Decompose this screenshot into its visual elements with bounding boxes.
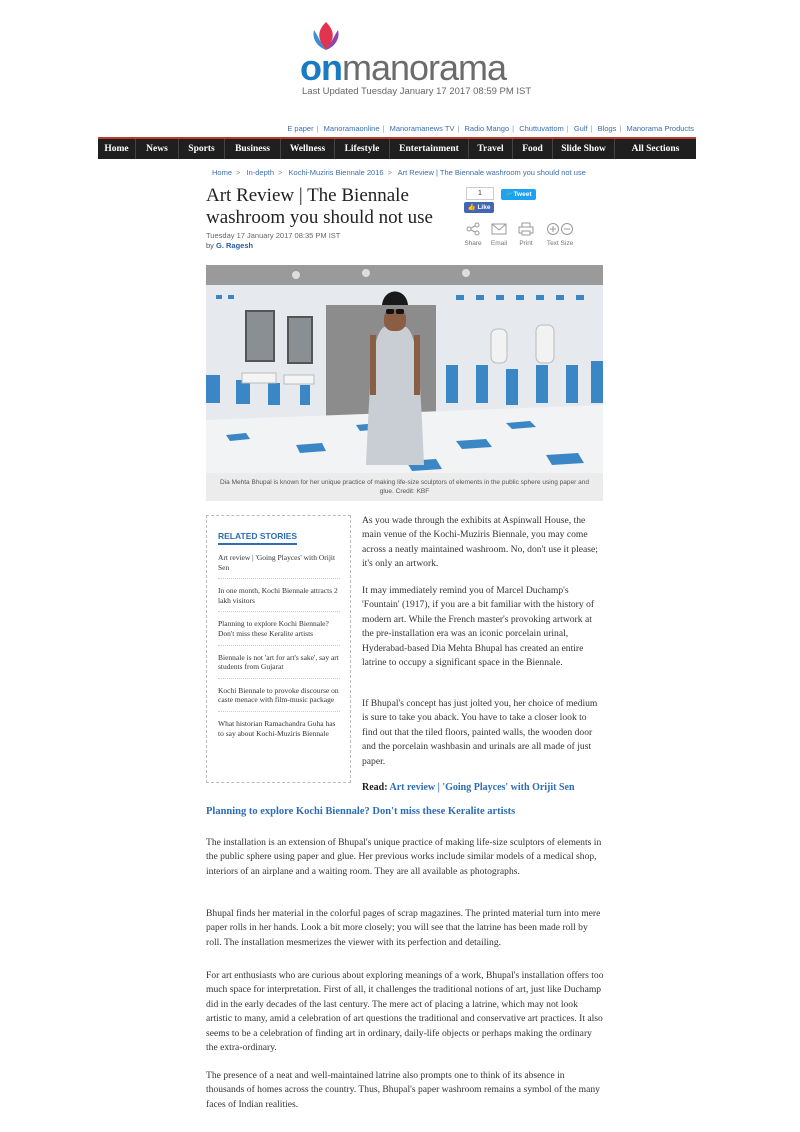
breadcrumb-home[interactable]: Home xyxy=(212,168,233,177)
nav-sports[interactable]: Sports xyxy=(179,139,225,159)
top-links: E paper | Manoramaonline | Manoramanews TV | Radio Mango | Chuttuvattom | Gulf | Blogs | Manorama Products xyxy=(287,124,694,133)
nav-lifestyle[interactable]: Lifestyle xyxy=(335,139,390,159)
nav-entertainment[interactable]: Entertainment xyxy=(390,139,469,159)
nav-all-sections[interactable]: All Sections xyxy=(631,144,680,154)
article-paragraph: It may immediately remind you of Marcel Duchamp's 'Fountain' (1917), if you are a bit familiar with the history of modern art. While the French master's provoking artwork at the pre-installation era was an iconic porcelain urinal, Hyderabad-based Dia Mehta Bhupal has created an entire latrine to occupy a significant space in the Biennale. xyxy=(362,585,595,669)
toplink-epaper[interactable]: E paper xyxy=(287,124,314,133)
article-paragraph: Bhupal finds her material in the colorful pages of scrap magazines. The printed material turn into mere paper rolls in her hands. Look a bit more closely; you will see that the latrine has been made roll by roll. The installation mesmerizes the viewer with its perfection and detailing. xyxy=(206,908,601,948)
image-caption: Dia Mehta Bhupal is known for her unique practice of making life-size sculptors of elements in the public sphere using paper and glue. Credit: KBF xyxy=(206,473,603,501)
toplink-gulf[interactable]: Gulf xyxy=(573,124,588,133)
nav-business[interactable]: Business xyxy=(225,139,281,159)
breadcrumb-biennale[interactable]: Kochi-Muziris Biennale 2016 xyxy=(288,168,384,177)
twitter-bird-icon: 🐦 xyxy=(505,191,514,198)
thumbs-up-icon: 👍 xyxy=(467,204,476,211)
article-paragraph: If Bhupal's concept has just jolted you, her choice of medium is sure to take you aback. You have to take a closer look to find out that the tiled floors, painted walls, the wooden door and the porcelain washbasin and urinals are all made of just paper. xyxy=(362,698,598,767)
article-paragraph: For art enthusiasts who are curious about exploring meanings of a work, Bhupal's installation offers too much space for interpretation. First of all, it challenges the traditional notions of art, just like Duchamp did in the early decades of the last century. The mere act of placing a latrine, which may not look artistic to many, amid a celebration of art questions the traditional and conservative art practices. It also seems to be a celebration of finding art in ordinary, daily-life objects or perhaps making the ordinary the extra-ordinary. xyxy=(206,970,604,1054)
toplink-manoramaonline[interactable]: Manoramaonline xyxy=(323,124,380,133)
breadcrumb: Home > In-depth > Kochi-Muziris Biennale 2016 > Art Review | The Biennale washroom you should not use xyxy=(212,168,586,177)
related-story-link[interactable]: Planning to explore Kochi Biennale? Don't miss these Keralite artists xyxy=(218,619,340,645)
toplink-chuttuvattom[interactable]: Chuttuvattom xyxy=(519,124,564,133)
read-also-link[interactable]: Art review | 'Going Playces' with Orijit Sen xyxy=(389,782,575,793)
related-stories-title: RELATED STORIES xyxy=(218,531,297,545)
facebook-like-count: 1 xyxy=(466,187,494,200)
text-size-icon xyxy=(546,222,574,236)
toplink-manoramanews-tv[interactable]: Manoramanews TV xyxy=(389,124,455,133)
tweet-button[interactable]: 🐦Tweet xyxy=(501,189,536,200)
article-date: Tuesday 17 January 2017 08:35 PM IST xyxy=(206,231,341,240)
facebook-like-button[interactable]: 👍 Like xyxy=(464,202,494,213)
toplink-radio-mango[interactable]: Radio Mango xyxy=(464,124,510,133)
planning-article-link[interactable]: Planning to explore Kochi Biennale? Don't miss these Keralite artists xyxy=(206,806,516,817)
article-paragraph: The installation is an extension of Bhupal's unique practice of making life-size sculptors of elements in the public sphere using paper and glue. Her previous works include similar models of a medical shop, interiors of an airplane and a waiting room. They are all available as photographs. xyxy=(206,837,602,877)
nav-wellness[interactable]: Wellness xyxy=(281,139,335,159)
toplink-manorama-products[interactable]: Manorama Products xyxy=(626,124,694,133)
nav-news[interactable]: News xyxy=(136,139,179,159)
breadcrumb-current[interactable]: Art Review | The Biennale washroom you should not use xyxy=(397,168,586,177)
article-hero-image xyxy=(206,265,603,473)
article-paragraph: As you wade through the exhibits at Aspinwall House, the main venue of the Kochi-Muziris Biennale, you may come across a neatly maintained washroom. No, don't use it please; it's only an artwork. xyxy=(362,515,598,570)
read-also: Read: Art review | 'Going Playces' with Orijit Sen xyxy=(362,782,575,793)
related-story-link[interactable]: Biennale is not 'art for art's sake', say art students from Gujarat xyxy=(218,653,340,679)
email-icon xyxy=(491,222,507,236)
related-story-link[interactable]: Art review | 'Going Playces' with Orijit Sen xyxy=(218,553,340,579)
nav-travel[interactable]: Travel xyxy=(469,139,513,159)
main-nav xyxy=(98,137,696,159)
print-button[interactable]: Print xyxy=(511,222,541,247)
share-icon xyxy=(466,222,480,236)
nav-home[interactable]: Home xyxy=(98,139,136,159)
article-paragraph: The presence of a neat and well-maintained latrine also prompts one to think of its absence in thousands of homes across the country. Thus, Bhupal's paper washroom remains a symbol of the many faces of Indian realities. xyxy=(206,1070,600,1110)
nav-food[interactable]: Food xyxy=(513,139,553,159)
related-story-link[interactable]: In one month, Kochi Biennale attracts 2 lakh visitors xyxy=(218,586,340,612)
last-updated: Last Updated Tuesday January 17 2017 08:59 PM IST xyxy=(302,86,532,97)
nav-slide-show[interactable]: Slide Show xyxy=(553,139,615,159)
article-byline: by G. Ragesh xyxy=(206,241,254,250)
related-story-link[interactable]: Kochi Biennale to provoke discourse on caste menace with film-music package xyxy=(218,686,340,712)
email-button[interactable]: Email xyxy=(484,222,514,247)
related-stories xyxy=(206,515,351,783)
author-link[interactable]: G. Ragesh xyxy=(216,241,254,250)
logo-text: onmanorama xyxy=(300,47,507,88)
related-story-link[interactable]: What historian Ramachandra Guha has to say about Kochi-Muziris Biennale xyxy=(218,718,336,738)
print-icon xyxy=(518,222,534,236)
article-title: Art Review | The Biennale washroom you should not use xyxy=(206,185,433,228)
share-button[interactable]: Share xyxy=(458,222,488,247)
toplink-blogs[interactable]: Blogs xyxy=(597,124,617,133)
breadcrumb-in-depth[interactable]: In-depth xyxy=(246,168,275,177)
text-size-control[interactable]: Text Size xyxy=(544,222,576,247)
